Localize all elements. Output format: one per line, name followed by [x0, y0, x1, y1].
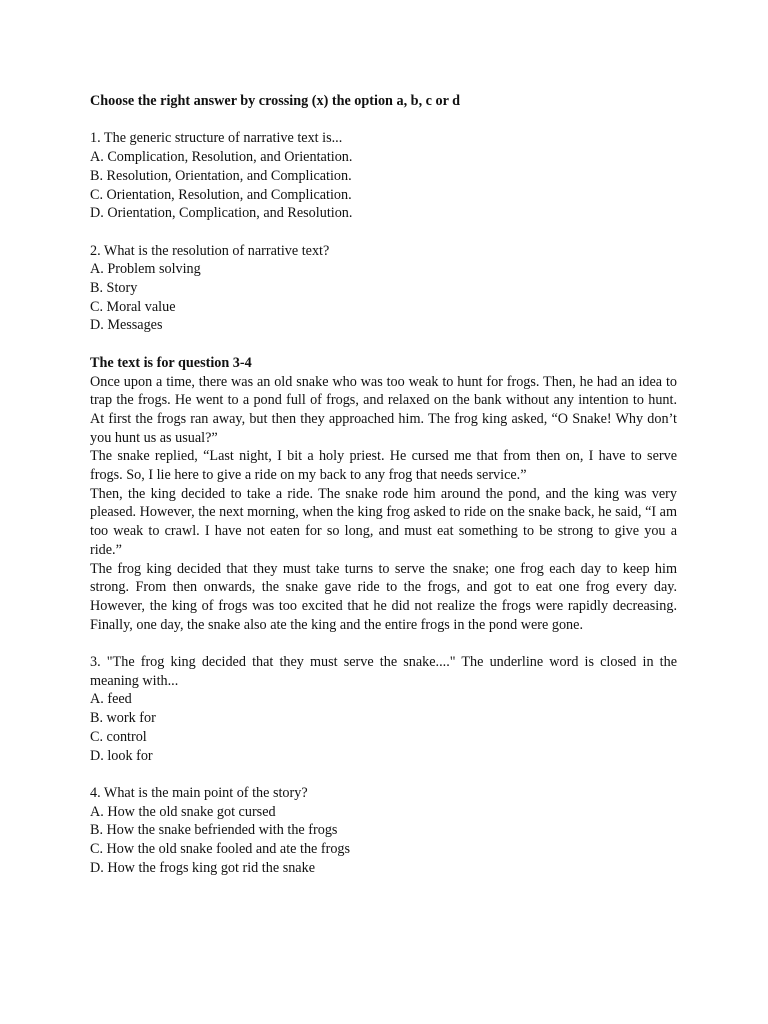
option-b: B. work for: [90, 710, 156, 727]
option-b: B. How the snake befriended with the frogs: [90, 822, 338, 839]
passage-paragraph: Once upon a time, there was an old snake who was too weak to hunt for frogs. Then, he had an idea to trap the frogs. He went to a pond full of frogs, and relaxed on the bank without any intention to hunt. At first the frogs ran away, but then they approached him. The frog king asked, “O Snake! Why don’t you hunt us as usual?”: [90, 373, 677, 446]
option-c: C. How the old snake fooled and ate the frogs: [90, 841, 351, 858]
question-4: [90, 784, 677, 878]
option-a: A. How the old snake got cursed: [90, 803, 276, 820]
instruction-heading: Choose the right answer by crossing (x) the option a, b, c or d: [90, 93, 461, 109]
question-2: [90, 242, 677, 336]
reading-passage: [90, 354, 677, 635]
option-c: C. Orientation, Resolution, and Complication.: [90, 186, 352, 203]
question-text: 2. What is the resolution of narrative text?: [90, 242, 330, 259]
option-a: A. feed: [90, 691, 132, 708]
option-b: B. Story: [90, 280, 138, 296]
question-3: [90, 653, 677, 765]
passage-paragraph: Then, the king decided to take a ride. The snake rode him around the pond, and the king was very pleased. However, the next morning, when the king frog asked to ride on the snake back, he said, “I am too weak to crawl. I have not eaten for so long, and must eat something to be strong to give you a ride.”: [90, 485, 677, 558]
question-text: 4. What is the main point of the story?: [90, 784, 308, 801]
option-a: A. Complication, Resolution, and Orientation.: [90, 149, 353, 166]
passage-heading: The text is for question 3-4: [90, 354, 252, 371]
option-d: D. look for: [90, 747, 153, 764]
option-d: D. Orientation, Complication, and Resolution.: [90, 205, 353, 222]
option-a: A. Problem solving: [90, 261, 201, 278]
option-d: D. How the frogs king got rid the snake: [90, 859, 315, 876]
question-text: 3. "The frog king decided that they must serve the snake...." The underline word is closed in the meaning with...: [90, 654, 677, 689]
option-c: C. Moral value: [90, 298, 176, 315]
option-b: B. Resolution, Orientation, and Complication.: [90, 167, 352, 184]
passage-paragraph: The frog king decided that they must take turns to serve the snake; one frog each day to keep him strong. From then onwards, the snake gave ride to the frogs, and got to eat one frog every day. However, the king of frogs was too excited that he did not realize the frogs were rapidly decreasing. Finally, one day, the snake also ate the king and the entire frogs in the pond were gone.: [90, 560, 677, 633]
question-text: 1. The generic structure of narrative text is...: [90, 130, 343, 147]
question-1: [90, 129, 677, 223]
worksheet-content: [90, 92, 677, 896]
option-c: C. control: [90, 728, 147, 745]
option-d: D. Messages: [90, 317, 163, 334]
passage-paragraph: The snake replied, “Last night, I bit a holy priest. He cursed me that from then on, I have to serve frogs. So, I lie here to give a ride on my back to any frog that needs service.”: [90, 448, 677, 484]
